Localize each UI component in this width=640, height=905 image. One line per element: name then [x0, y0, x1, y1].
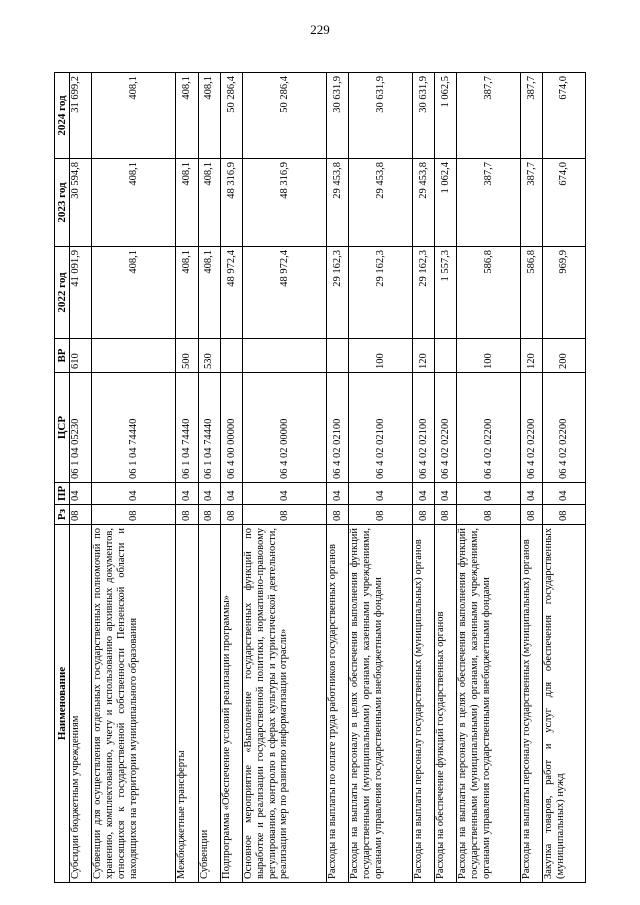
cell-csr: 06 4 02 02200: [543, 373, 586, 483]
cell-vr: [220, 339, 242, 373]
cell-y2022: 408,1: [92, 247, 176, 339]
budget-table: [54, 72, 586, 883]
cell-name: Субвенции для осуществления отдельных государственных полномочий по хранению, комплектованию, учету и использованию архивных документов, относящихся к государственной собственности Пензенской области и находящихся на территории муниципального образования: [92, 525, 176, 883]
cell-vr: 120: [520, 339, 542, 373]
cell-pr: 04: [520, 483, 542, 505]
cell-name: Закупка товаров, работ и услуг для обеспечения государственных (муниципальных) нужд: [543, 525, 586, 883]
cell-y2024: 50 286,4: [220, 73, 242, 159]
cell-y2024: 387,7: [520, 73, 542, 159]
cell-pr: 04: [349, 483, 412, 505]
cell-vr: [435, 339, 457, 373]
cell-rz: 08: [349, 505, 412, 525]
cell-vr: [92, 339, 176, 373]
cell-y2023: 408,1: [92, 159, 176, 247]
cell-y2023: 29 453,8: [349, 159, 412, 247]
table-row: [349, 73, 412, 883]
cell-pr: 04: [220, 483, 242, 505]
cell-y2024: 674,0: [543, 73, 586, 159]
cell-y2022: 408,1: [176, 247, 198, 339]
cell-y2022: 41 091,9: [70, 247, 92, 339]
cell-vr: 200: [543, 339, 586, 373]
cell-pr: 04: [435, 483, 457, 505]
cell-csr: 06 4 02 02200: [520, 373, 542, 483]
cell-rz: 08: [243, 505, 327, 525]
page-number: 229: [310, 22, 330, 37]
cell-rz: 08: [412, 505, 434, 525]
header-vr: ВР: [55, 339, 70, 373]
cell-csr: 06 4 02 02100: [349, 373, 412, 483]
header-pr: ПР: [55, 483, 70, 505]
table-row: [412, 73, 434, 883]
cell-y2022: 48 972,4: [220, 247, 242, 339]
cell-rz: 08: [327, 505, 349, 525]
cell-y2023: 408,1: [176, 159, 198, 247]
cell-y2024: 387,7: [457, 73, 520, 159]
cell-name: Основное мероприятие «Выполнение государственных функций по выработке и реализации государственной политики, нормативно-правовому регулированию, контролю в сферах культуры и туристической деятельности, реализации мер по развитию информатизации отрасли»: [243, 525, 327, 883]
cell-rz: 08: [176, 505, 198, 525]
cell-pr: 04: [92, 483, 176, 505]
cell-y2022: 969,9: [543, 247, 586, 339]
cell-y2022: 29 162,3: [349, 247, 412, 339]
cell-vr: [327, 339, 349, 373]
cell-rz: 08: [520, 505, 542, 525]
cell-y2023: 48 316,9: [243, 159, 327, 247]
cell-y2023: 387,7: [520, 159, 542, 247]
header-name: Наименование: [55, 525, 70, 883]
cell-pr: 04: [243, 483, 327, 505]
cell-name: Расходы на обеспечение функций государственных органов: [435, 525, 457, 883]
cell-csr: 06 4 02 02100: [412, 373, 434, 483]
cell-y2022: 29 162,3: [327, 247, 349, 339]
cell-y2023: 408,1: [198, 159, 220, 247]
cell-vr: [243, 339, 327, 373]
cell-y2023: 1 062,4: [435, 159, 457, 247]
cell-y2024: 408,1: [176, 73, 198, 159]
cell-vr: 500: [176, 339, 198, 373]
table-row: [243, 73, 327, 883]
cell-vr: 100: [349, 339, 412, 373]
cell-name: Расходы на выплаты персоналу государственных (муниципальных) органов: [520, 525, 542, 883]
cell-csr: 06 4 02 02200: [435, 373, 457, 483]
cell-y2023: 48 316,9: [220, 159, 242, 247]
table-row: [327, 73, 349, 883]
cell-name: Межбюджетные трансферты: [176, 525, 198, 883]
table-row: [176, 73, 198, 883]
cell-pr: 04: [176, 483, 198, 505]
cell-y2024: 1 062,5: [435, 73, 457, 159]
cell-vr: 100: [457, 339, 520, 373]
cell-name: Субвенции: [198, 525, 220, 883]
cell-pr: 04: [70, 483, 92, 505]
cell-pr: 04: [198, 483, 220, 505]
cell-rz: 08: [435, 505, 457, 525]
rotated-table-wrapper: [54, 73, 586, 883]
cell-csr: 06 1 04 05230: [70, 373, 92, 483]
cell-name: Расходы на выплаты по оплате труда работников государственных органов: [327, 525, 349, 883]
cell-y2024: 30 631,9: [349, 73, 412, 159]
cell-y2022: 1 557,3: [435, 247, 457, 339]
cell-csr: 06 1 04 74440: [176, 373, 198, 483]
cell-y2024: 50 286,4: [243, 73, 327, 159]
cell-name: Расходы на выплаты персоналу в целях обеспечения выполнения функций государственными (муниципальными) органами, казенными учреждениями, органами управления государственными внебюджетными фондами: [457, 525, 520, 883]
cell-pr: 04: [457, 483, 520, 505]
cell-vr: 530: [198, 339, 220, 373]
cell-rz: 08: [457, 505, 520, 525]
table-body: [70, 73, 586, 883]
table-row: [220, 73, 242, 883]
cell-y2022: 586,8: [520, 247, 542, 339]
cell-rz: 08: [543, 505, 586, 525]
table-row: [543, 73, 586, 883]
cell-pr: 04: [327, 483, 349, 505]
cell-csr: 06 4 02 02100: [327, 373, 349, 483]
table-row: [457, 73, 520, 883]
cell-y2024: 31 699,2: [70, 73, 92, 159]
cell-y2023: 29 453,8: [412, 159, 434, 247]
cell-y2024: 408,1: [198, 73, 220, 159]
cell-y2022: 586,8: [457, 247, 520, 339]
header-rz: Рз: [55, 505, 70, 525]
cell-name: Расходы на выплаты персоналу в целях обеспечения выполнения функций государственными (муниципальными) органами, казенными учреждениями, органами управления государственными внебюджетными фондами: [349, 525, 412, 883]
cell-rz: 08: [198, 505, 220, 525]
cell-csr: 06 4 02 00000: [243, 373, 327, 483]
cell-csr: 06 1 04 74440: [198, 373, 220, 483]
cell-rz: 08: [70, 505, 92, 525]
cell-y2023: 674,0: [543, 159, 586, 247]
cell-csr: 06 4 00 00000: [220, 373, 242, 483]
cell-rz: 08: [220, 505, 242, 525]
cell-csr: 06 1 04 74440: [92, 373, 176, 483]
cell-y2023: 30 594,8: [70, 159, 92, 247]
header-csr: ЦСР: [55, 373, 70, 483]
cell-pr: 04: [412, 483, 434, 505]
table-row: [198, 73, 220, 883]
cell-y2023: 29 453,8: [327, 159, 349, 247]
cell-y2022: 29 162,3: [412, 247, 434, 339]
cell-name: Субсидии бюджетным учреждениям: [70, 525, 92, 883]
table-header-row: [55, 73, 70, 883]
cell-csr: 06 4 02 02200: [457, 373, 520, 483]
cell-name: Подпрограмма «Обеспечение условий реализации программы»: [220, 525, 242, 883]
header-2024: 2024 год: [55, 73, 70, 159]
cell-y2024: 30 631,9: [327, 73, 349, 159]
table-row: [435, 73, 457, 883]
header-2022: 2022 год: [55, 247, 70, 339]
cell-y2023: 387,7: [457, 159, 520, 247]
cell-y2022: 408,1: [198, 247, 220, 339]
cell-name: Расходы на выплаты персоналу государственных (муниципальных) органов: [412, 525, 434, 883]
cell-y2024: 408,1: [92, 73, 176, 159]
table-row: [92, 73, 176, 883]
cell-y2024: 30 631,9: [412, 73, 434, 159]
cell-y2022: 48 972,4: [243, 247, 327, 339]
table-row: [520, 73, 542, 883]
cell-vr: 610: [70, 339, 92, 373]
cell-vr: 120: [412, 339, 434, 373]
cell-rz: 08: [92, 505, 176, 525]
cell-pr: 04: [543, 483, 586, 505]
table-row: [70, 73, 92, 883]
header-2023: 2023 год: [55, 159, 70, 247]
